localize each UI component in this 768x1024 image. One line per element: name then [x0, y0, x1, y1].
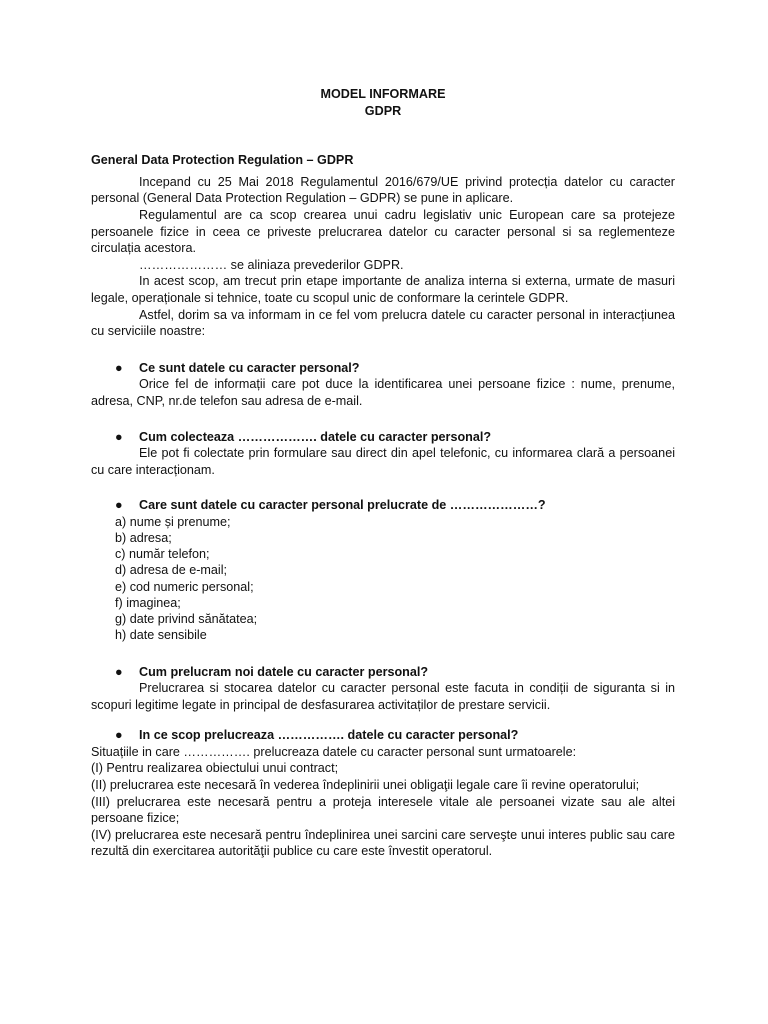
question-text: Cum colecteaza ………………. datele cu caracter personal?	[139, 429, 492, 444]
data-types-list	[91, 514, 675, 644]
bullet-icon: ●	[115, 429, 123, 444]
list-item: b) adresa;	[115, 531, 172, 546]
list-item: h) date sensibile	[115, 628, 207, 643]
question-text: Cum prelucram noi datele cu caracter personal?	[139, 664, 429, 679]
bullet-question	[91, 727, 675, 744]
document-body	[91, 86, 675, 860]
bullet-question	[91, 497, 675, 514]
intro-paragraph-2: Regulamentul are ca scop crearea unui cadru legislativ unic European care sa protejeze persoanele fizice in ceea ce priveste prelucrarea datelor cu caracter personal si sa reglementeze circulația acestora.	[91, 207, 675, 256]
intro-paragraph-4: In acest scop, am trecut prin etape importante de analiza interna si externa, urmate de masuri legale, operaționale si tehnice, toate cu scopul unic de conformare la cerintele GDPR.	[91, 274, 675, 305]
intro-paragraph-5: Astfel, dorim sa va informam in ce fel vom prelucra datele cu caracter personal in interacțiunea cu serviciile noastre:	[91, 307, 675, 339]
list-item: a) nume și prenume;	[115, 514, 231, 529]
bullet-icon: ●	[115, 664, 123, 679]
section-heading: General Data Protection Regulation – GDPR	[91, 153, 354, 168]
intro-paragraph-3: ………………… se aliniaza prevederilor GDPR.	[139, 257, 404, 272]
list-item: f) imaginea;	[115, 595, 181, 610]
answer-text: Prelucrarea si stocarea datelor cu caracter personal este facuta in condiții de siguranta si in scopuri legitime legate in principal de desfasurarea activitaților de prestare servicii.	[91, 681, 675, 712]
list-item: g) date privind sănătatea;	[115, 612, 258, 627]
list-item: d) adresa de e-mail;	[115, 563, 227, 578]
question-text: In ce scop prelucreaza ……………. datele cu caracter personal?	[139, 728, 519, 743]
purpose-item: (II) prelucrarea este necesară în vederea îndeplinirii unei obligaţii legale care îi revine operatorului;	[91, 778, 640, 793]
bullet-icon: ●	[115, 498, 123, 513]
purpose-item: (III) prelucrarea este necesară pentru a proteja interesele vitale ale persoanei vizate sau ale altei persoane fizice;	[91, 794, 675, 826]
section-which-data	[91, 497, 675, 643]
list-item: e) cod numeric personal;	[115, 579, 254, 594]
question-text: Ce sunt datele cu caracter personal?	[139, 360, 360, 375]
intro-paragraph-1: Incepand cu 25 Mai 2018 Regulamentul 2016/679/UE privind protecția datelor cu caracter personal (General Data Protection Regulation – GDPR) se pune in aplicare.	[91, 174, 675, 206]
section-how-processed	[91, 664, 675, 714]
bullet-icon: ●	[115, 728, 123, 743]
list-item: c) număr telefon;	[115, 547, 210, 562]
answer-text: Orice fel de informații care pot duce la identificarea unei persoane fizice : nume, prenume, adresa, CNP, nr.de telefon sau adresa de e-mail.	[91, 377, 675, 408]
section-what-is-personal-data	[91, 360, 675, 410]
bullet-question	[91, 664, 675, 681]
answer-text: Ele pot fi colectate prin formulare sau direct din apel telefonic, cu informarea clară a persoanei cu care interacționam.	[91, 446, 675, 477]
question-text: Care sunt datele cu caracter personal prelucrate de …………………?	[139, 498, 546, 513]
document-title: MODEL INFORMARE	[320, 87, 446, 101]
document-subtitle: GDPR	[364, 103, 402, 118]
section-how-collected	[91, 429, 675, 479]
bullet-question	[91, 360, 675, 377]
bullet-question	[91, 429, 675, 446]
purpose-intro: Situațiile in care ……………. prelucreaza datele cu caracter personal sunt urmatoarele:	[91, 744, 577, 759]
purpose-item: (I) Pentru realizarea obiectului unui contract;	[91, 761, 339, 776]
purpose-item: (IV) prelucrarea este necesară pentru îndeplinirea unei sarcini care serveşte unui interes public sau care rezultă din exercitarea autorităţii publice cu care este învestit operatorul.	[91, 827, 675, 859]
bullet-icon: ●	[115, 360, 123, 375]
section-purpose	[91, 727, 675, 860]
